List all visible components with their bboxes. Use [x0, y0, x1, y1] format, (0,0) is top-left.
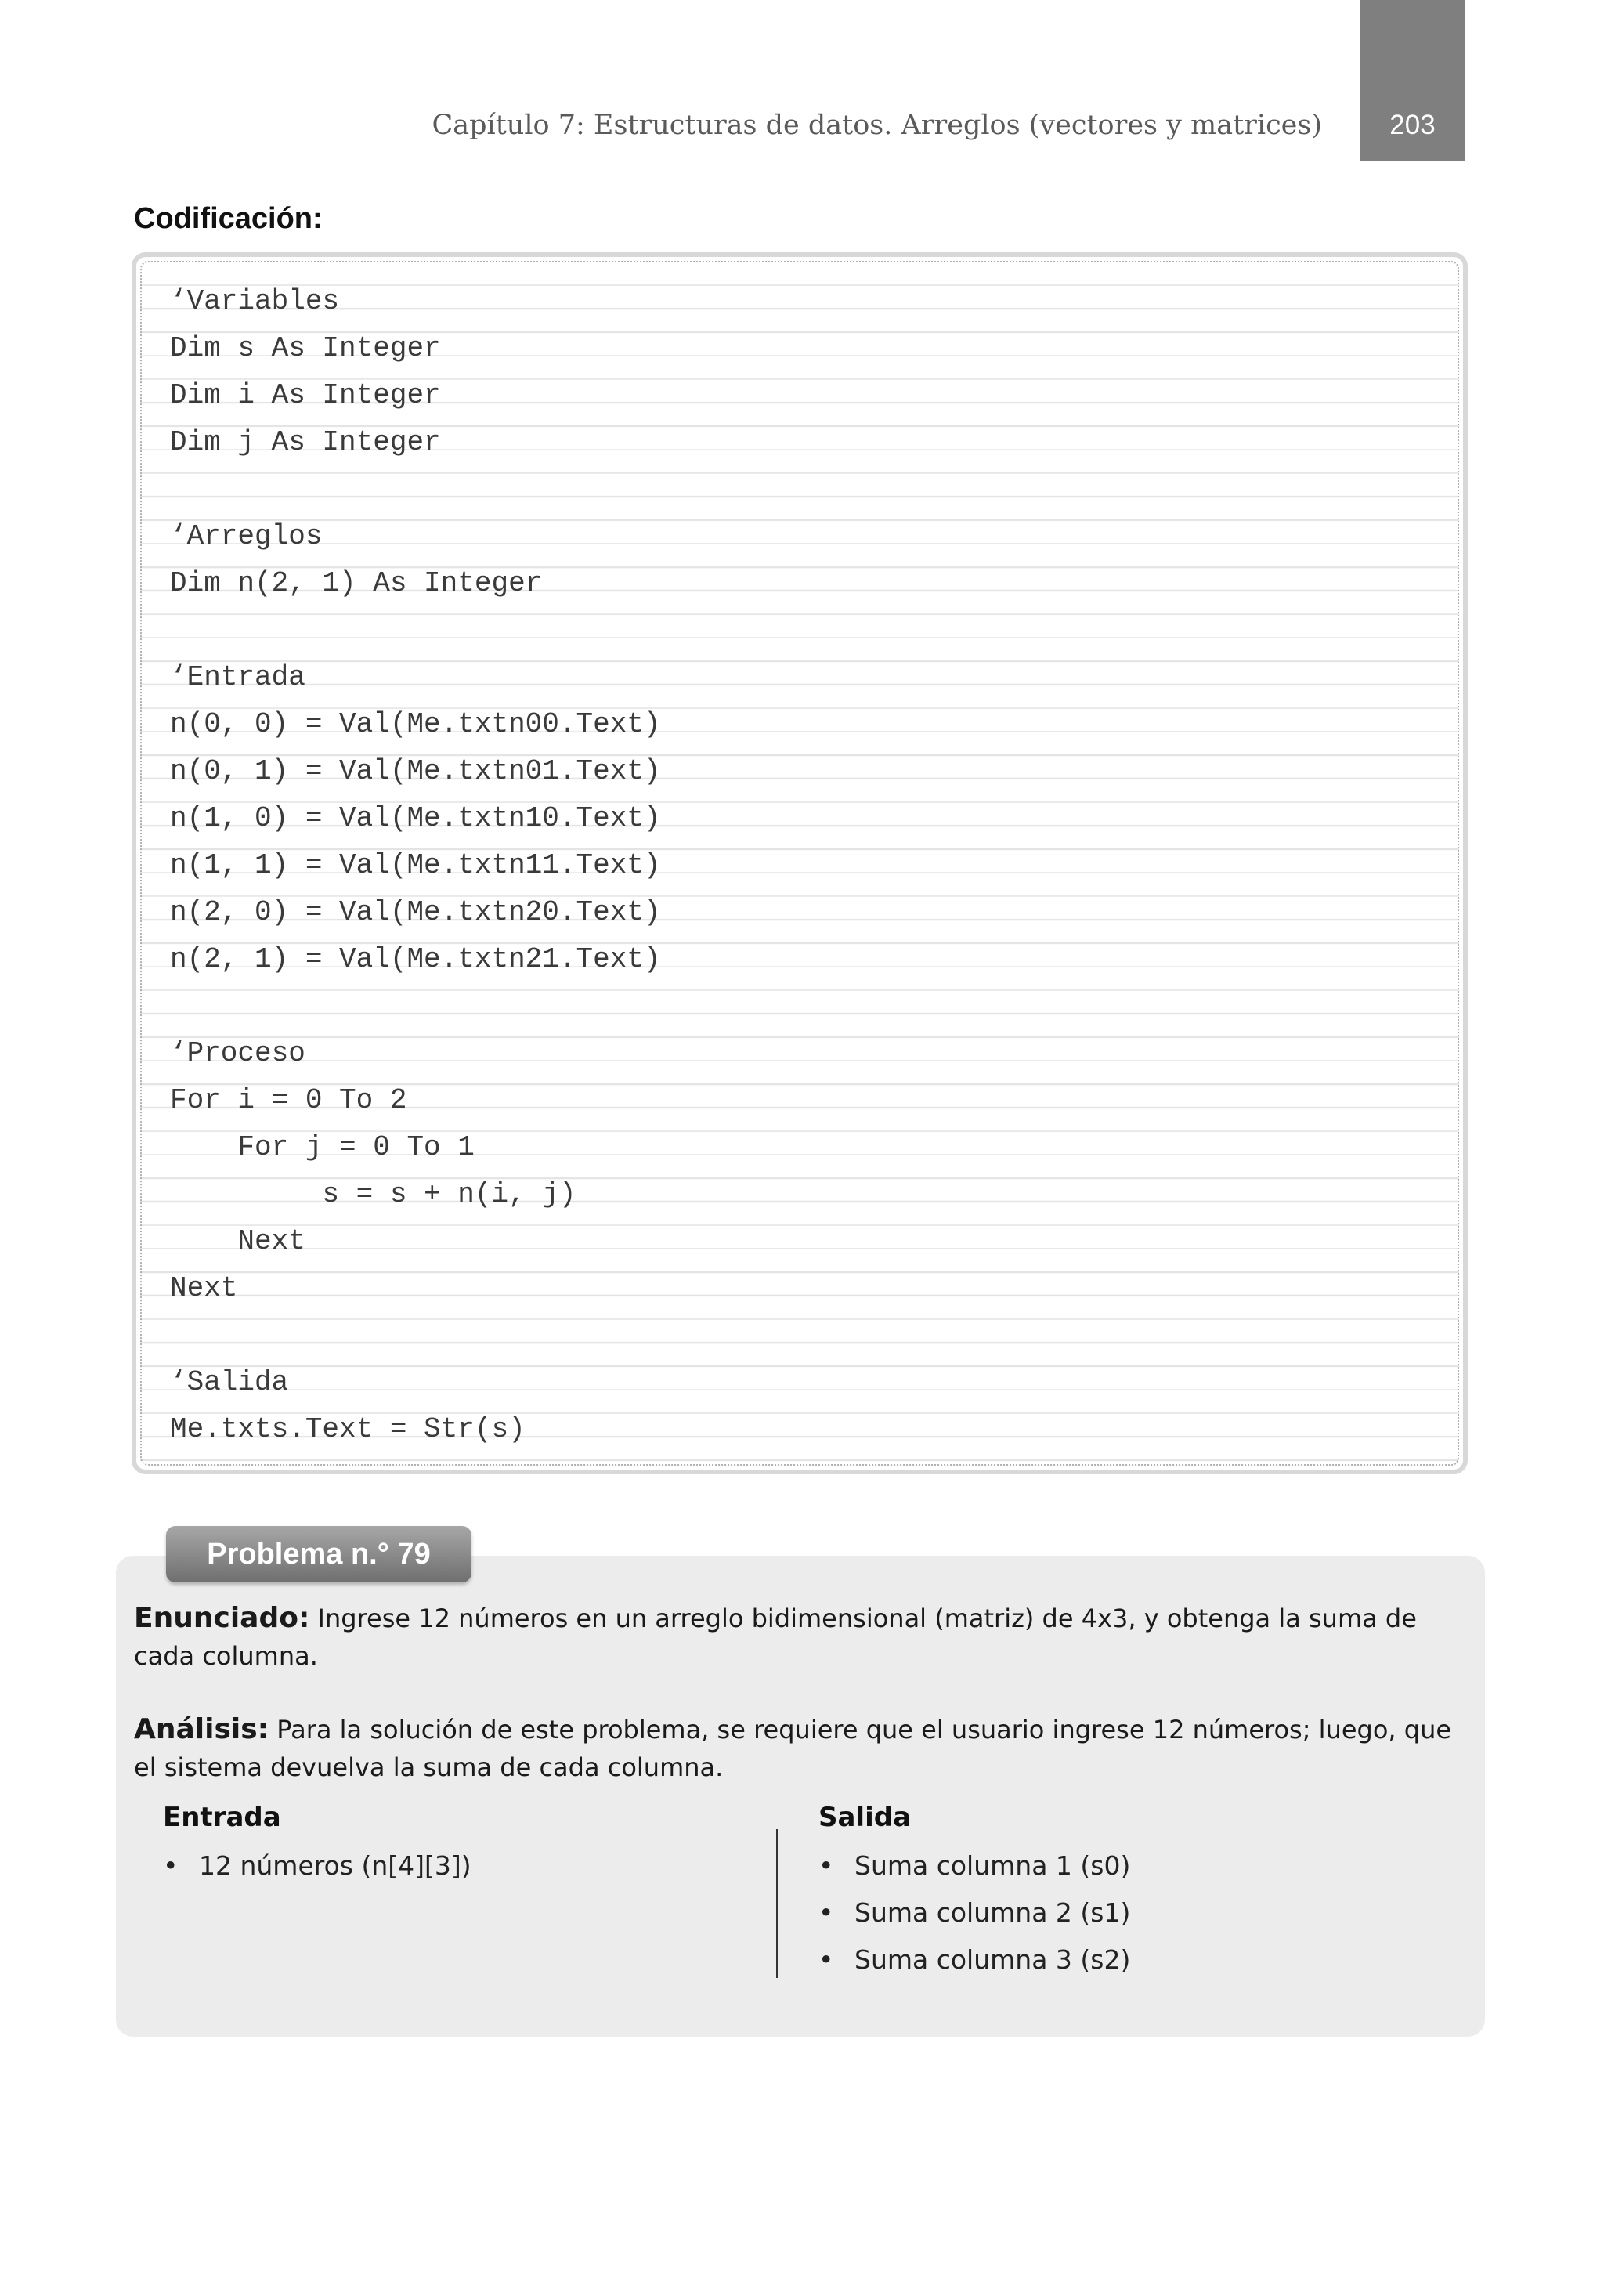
analisis-text: Para la solución de este problema, se requiere que el usuario ingrese 12 números; luego, que el sistema devuelva la suma de cada columna. [134, 1715, 1452, 1782]
code-line [170, 466, 661, 513]
enunciado-label: Enunciado: [134, 1602, 310, 1634]
salida-list [818, 1842, 1130, 1983]
code-line: ‘Proceso [170, 1037, 305, 1069]
code-line: Next [170, 1225, 305, 1257]
entrada-heading: Entrada [163, 1802, 281, 1833]
code-line: n(1, 1) = Val(Me.txtn11.Text) [170, 849, 661, 881]
code-line: ‘Salida [170, 1366, 289, 1398]
code-line: Me.txts.Text = Str(s) [170, 1413, 526, 1445]
running-header: Capítulo 7: Estructuras de datos. Arreglos (vectores y matrices) [432, 110, 1322, 141]
list-item: • Suma columna 1 (s0) [818, 1842, 1130, 1889]
code-line [170, 983, 661, 1030]
code-line: s = s + n(i, j) [170, 1178, 576, 1210]
code-line: ‘Variables [170, 285, 340, 317]
code-line: n(2, 1) = Val(Me.txtn21.Text) [170, 943, 661, 975]
analisis-paragraph [134, 1711, 1473, 1786]
code-line: ‘Entrada [170, 661, 305, 693]
code-line: For j = 0 To 1 [170, 1131, 475, 1163]
code-line: n(0, 0) = Val(Me.txtn00.Text) [170, 708, 661, 740]
code-line: Dim s As Integer [170, 332, 441, 364]
code-line: n(0, 1) = Val(Me.txtn01.Text) [170, 755, 661, 787]
code-line: Dim n(2, 1) As Integer [170, 567, 543, 599]
code-box [132, 252, 1468, 1474]
enunciado-text: Ingrese 12 números en un arreglo bidimensional (matriz) de 4x3, y obtenga la suma de cada columna. [134, 1604, 1417, 1671]
code-inner-frame [140, 261, 1459, 1466]
list-item: • Suma columna 2 (s1) [818, 1889, 1130, 1936]
column-divider [776, 1829, 778, 1978]
code-line: For i = 0 To 2 [170, 1084, 407, 1116]
salida-heading: Salida [818, 1802, 912, 1833]
code-listing [170, 278, 661, 1453]
code-line: Dim i As Integer [170, 379, 441, 411]
page-number: 203 [1389, 110, 1436, 140]
code-line: Next [170, 1272, 238, 1304]
code-line: n(1, 0) = Val(Me.txtn10.Text) [170, 802, 661, 834]
list-item: • Suma columna 3 (s2) [818, 1936, 1130, 1983]
entrada-list [163, 1842, 471, 1889]
code-line: Dim j As Integer [170, 426, 441, 458]
problem-tab: Problema n.° 79 [166, 1526, 471, 1582]
analisis-label: Análisis: [134, 1713, 269, 1745]
code-line: n(2, 0) = Val(Me.txtn20.Text) [170, 896, 661, 928]
list-item: • 12 números (n[4][3]) [163, 1842, 471, 1889]
code-line [170, 1312, 661, 1359]
code-line [170, 607, 661, 654]
code-line: ‘Arreglos [170, 520, 323, 552]
enunciado-paragraph [134, 1600, 1473, 1675]
codificacion-title: Codificación: [134, 202, 323, 235]
